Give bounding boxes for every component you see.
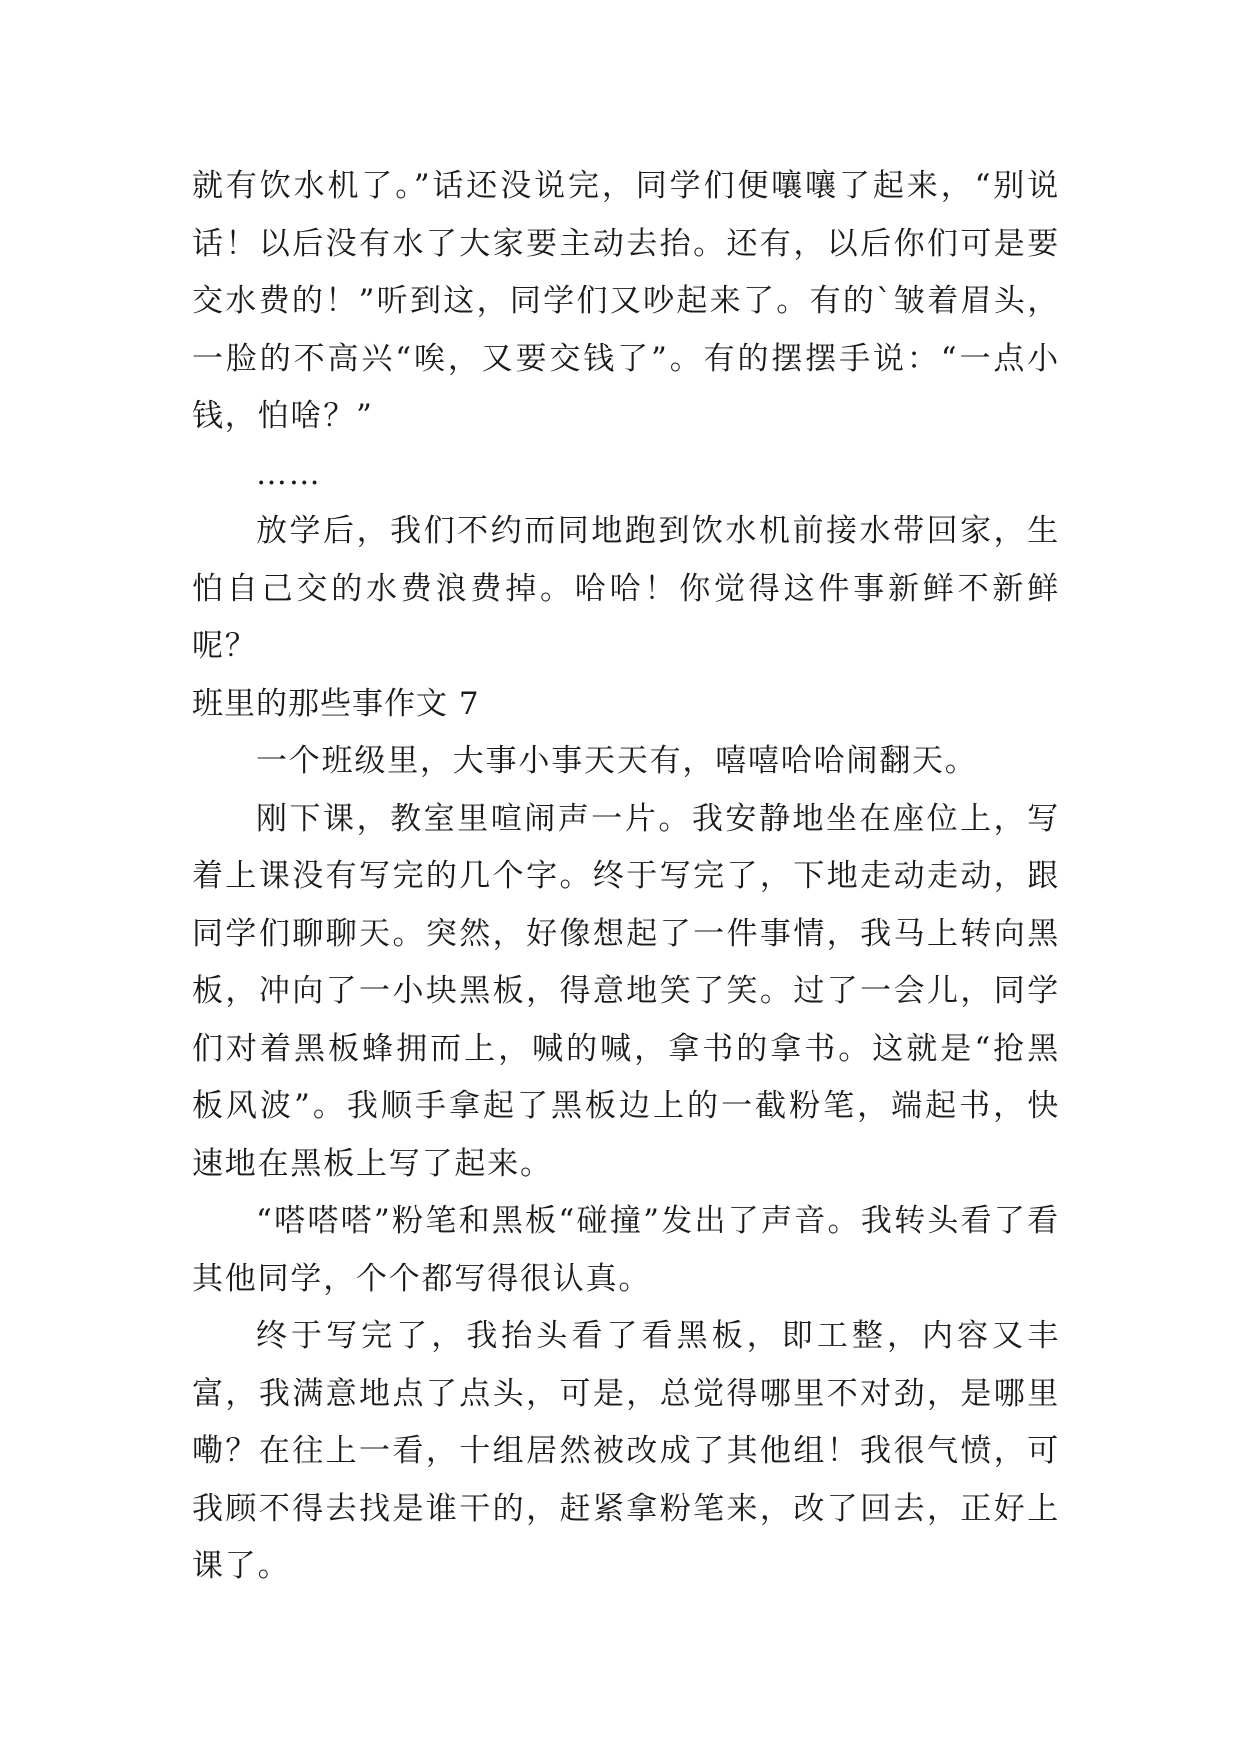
document-body (192, 158, 1060, 1596)
paragraph-continuation: 就有饮水机了。”话还没说完，同学们便嚷嚷了起来，“别说话！以后没有水了大家要主动去抬。还有，以后你们可是要交水费的！”听到这，同学们又吵起来了。有的`皱着眉头，一脸的不高兴“唉，又要交钱了”。有的摆摆手说：“一点小钱，怕啥？” (192, 168, 1060, 434)
paragraph-after-school: 放学后，我们不约而同地跑到饮水机前接水带回家，生怕自己交的水费浪费掉。哈哈！你觉得这件事新鲜不新鲜呢？ (192, 513, 1060, 664)
paragraph-blackboard-rush: 刚下课，教室里喧闹声一片。我安静地坐在座位上，写着上课没有写完的几个字。终于写完了，下地走动走动，跟同学们聊聊天。突然，好像想起了一件事情，我马上转向黑板，冲向了一小块黑板，得意地笑了笑。过了一会儿，同学们对着黑板蜂拥而上，喊的喊，拿书的拿书。这就是“抢黑板风波”。我顺手拿起了黑板边上的一截粉笔，端起书，快速地在黑板上写了起来。 (192, 800, 1060, 1182)
paragraph-ellipsis: …… (256, 455, 322, 492)
paragraph-intro: 一个班级里，大事小事天天有，嘻嘻哈哈闹翻天。 (256, 743, 978, 779)
paragraph-chalk-sound: “嗒嗒嗒”粉笔和黑板“碰撞”发出了声音。我转头看了看其他同学，个个都写得很认真。 (192, 1203, 1060, 1297)
section-title: 班里的那些事作文 7 (192, 685, 480, 722)
paragraph-finished: 终于写完了，我抬头看了看黑板，即工整，内容又丰富，我满意地点了点头，可是，总觉得哪里不对劲，是哪里嘞？在往上一看，十组居然被改成了其他组！我很气愤，可我顾不得去找是谁干的，赶紧拿粉笔来，改了回去，正好上课了。 (192, 1318, 1060, 1584)
